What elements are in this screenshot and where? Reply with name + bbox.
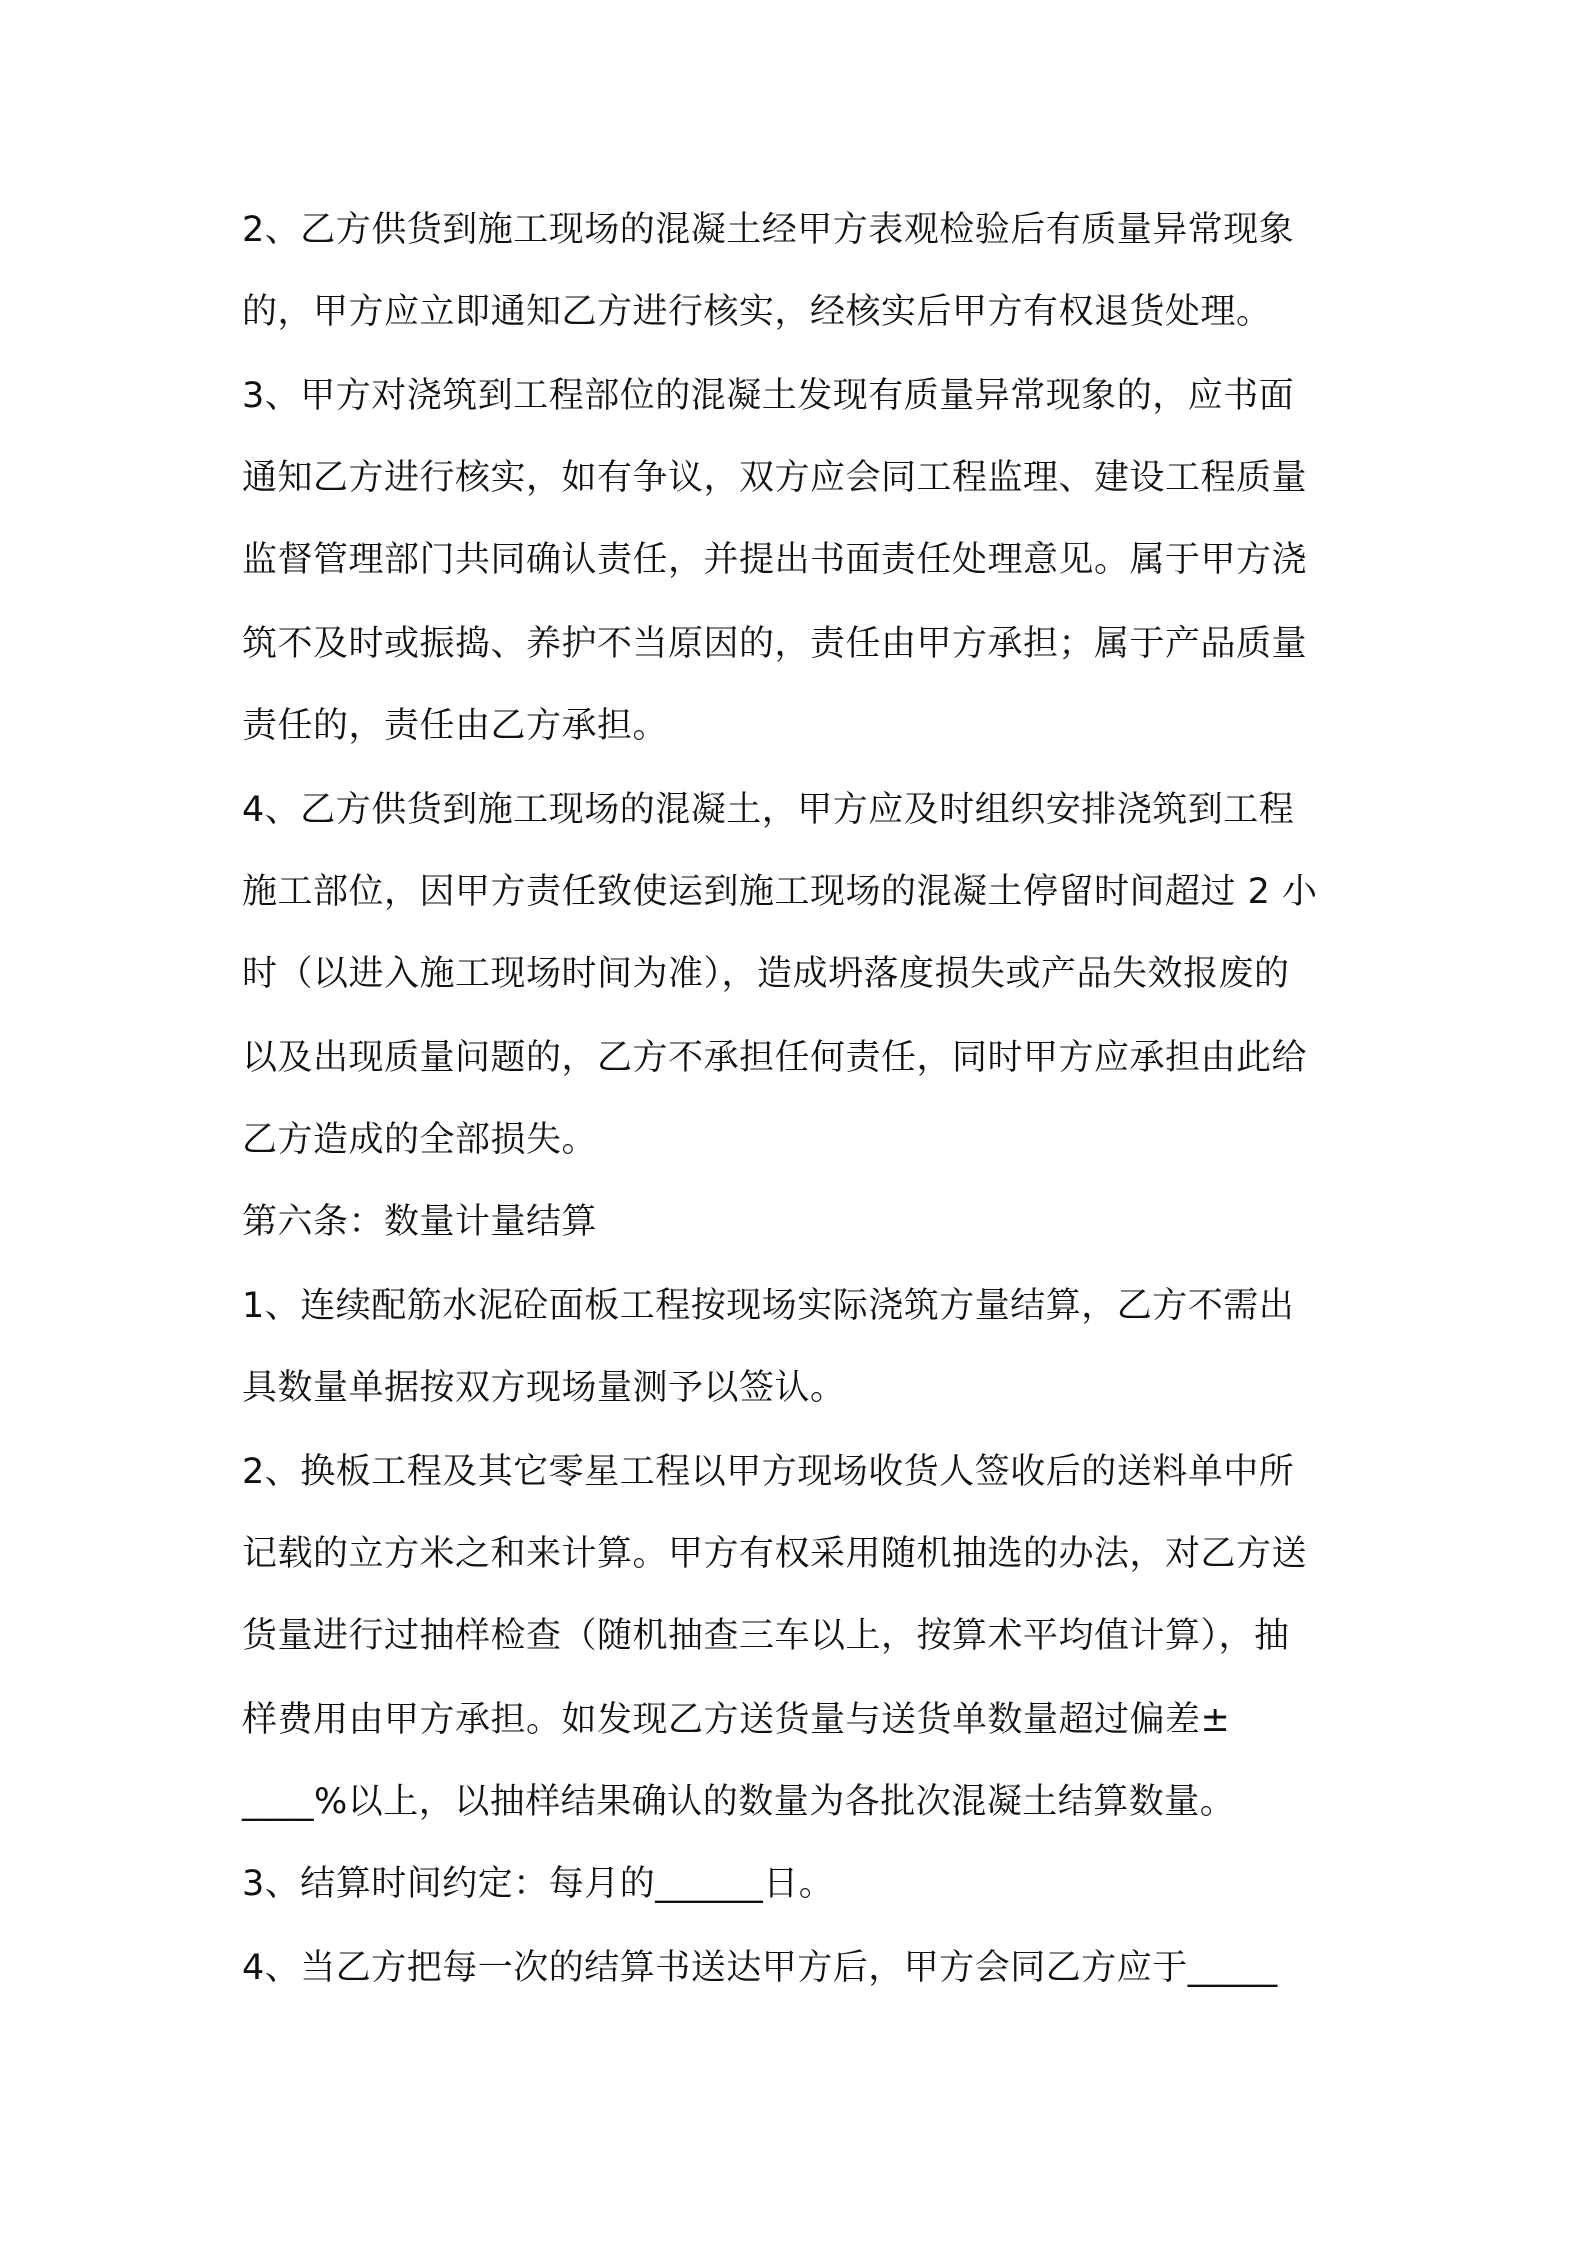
text-line: 2、换板工程及其它零星工程以甲方现场收货人签收后的送料单中所 <box>242 1452 1295 1492</box>
text-line: 的，甲方应立即通知乙方进行核实，经核实后甲方有权退货处理。 <box>242 292 1272 332</box>
text-line: 责任的，责任由乙方承担。 <box>242 706 669 746</box>
text-line: 3、甲方对浇筑到工程部位的混凝土发现有质量异常现象的，应书面 <box>242 376 1295 416</box>
text-line: 具数量单据按双方现场量测予以签认。 <box>242 1368 846 1408</box>
text-line: 乙方造成的全部损失。 <box>242 1120 598 1160</box>
section-heading: 第六条：数量计量结算 <box>242 1202 598 1242</box>
text-line: 施工部位，因甲方责任致使运到施工现场的混凝土停留时间超过 2 小 <box>242 872 1318 912</box>
text-line: 2、乙方供货到施工现场的混凝土经甲方表观检验后有质量异常现象 <box>242 210 1295 250</box>
text-line: 筑不及时或振捣、养护不当原因的，责任由甲方承担；属于产品质量 <box>242 624 1308 664</box>
text-line: 货量进行过抽样检查（随机抽查三车以上，按算术平均值计算），抽 <box>242 1616 1290 1656</box>
text-line: ____%以上，以抽样结果确认的数量为各批次混凝土结算数量。 <box>242 1782 1236 1822</box>
text-line: 4、当乙方把每一次的结算书送达甲方后，甲方会同乙方应于_____ <box>242 1948 1278 1988</box>
text-line: 以及出现质量问题的，乙方不承担任何责任，同时甲方应承担由此给 <box>242 1038 1308 1078</box>
text-line: 监督管理部门共同确认责任，并提出书面责任处理意见。属于甲方浇 <box>242 540 1308 580</box>
text-line: 4、乙方供货到施工现场的混凝土，甲方应及时组织安排浇筑到工程 <box>242 790 1295 830</box>
text-line: 时（以进入施工现场时间为准），造成坍落度损失或产品失效报废的 <box>242 954 1290 994</box>
text-line: 样费用由甲方承担。如发现乙方送货量与送货单数量超过偏差± <box>242 1700 1231 1740</box>
text-line: 记载的立方米之和来计算。甲方有权采用随机抽选的办法，对乙方送 <box>242 1534 1308 1574</box>
text-line: 通知乙方进行核实，如有争议，双方应会同工程监理、建设工程质量 <box>242 458 1308 498</box>
text-line: 3、结算时间约定：每月的______日。 <box>242 1864 835 1904</box>
text-line: 1、连续配筋水泥砼面板工程按现场实际浇筑方量结算，乙方不需出 <box>242 1286 1295 1326</box>
